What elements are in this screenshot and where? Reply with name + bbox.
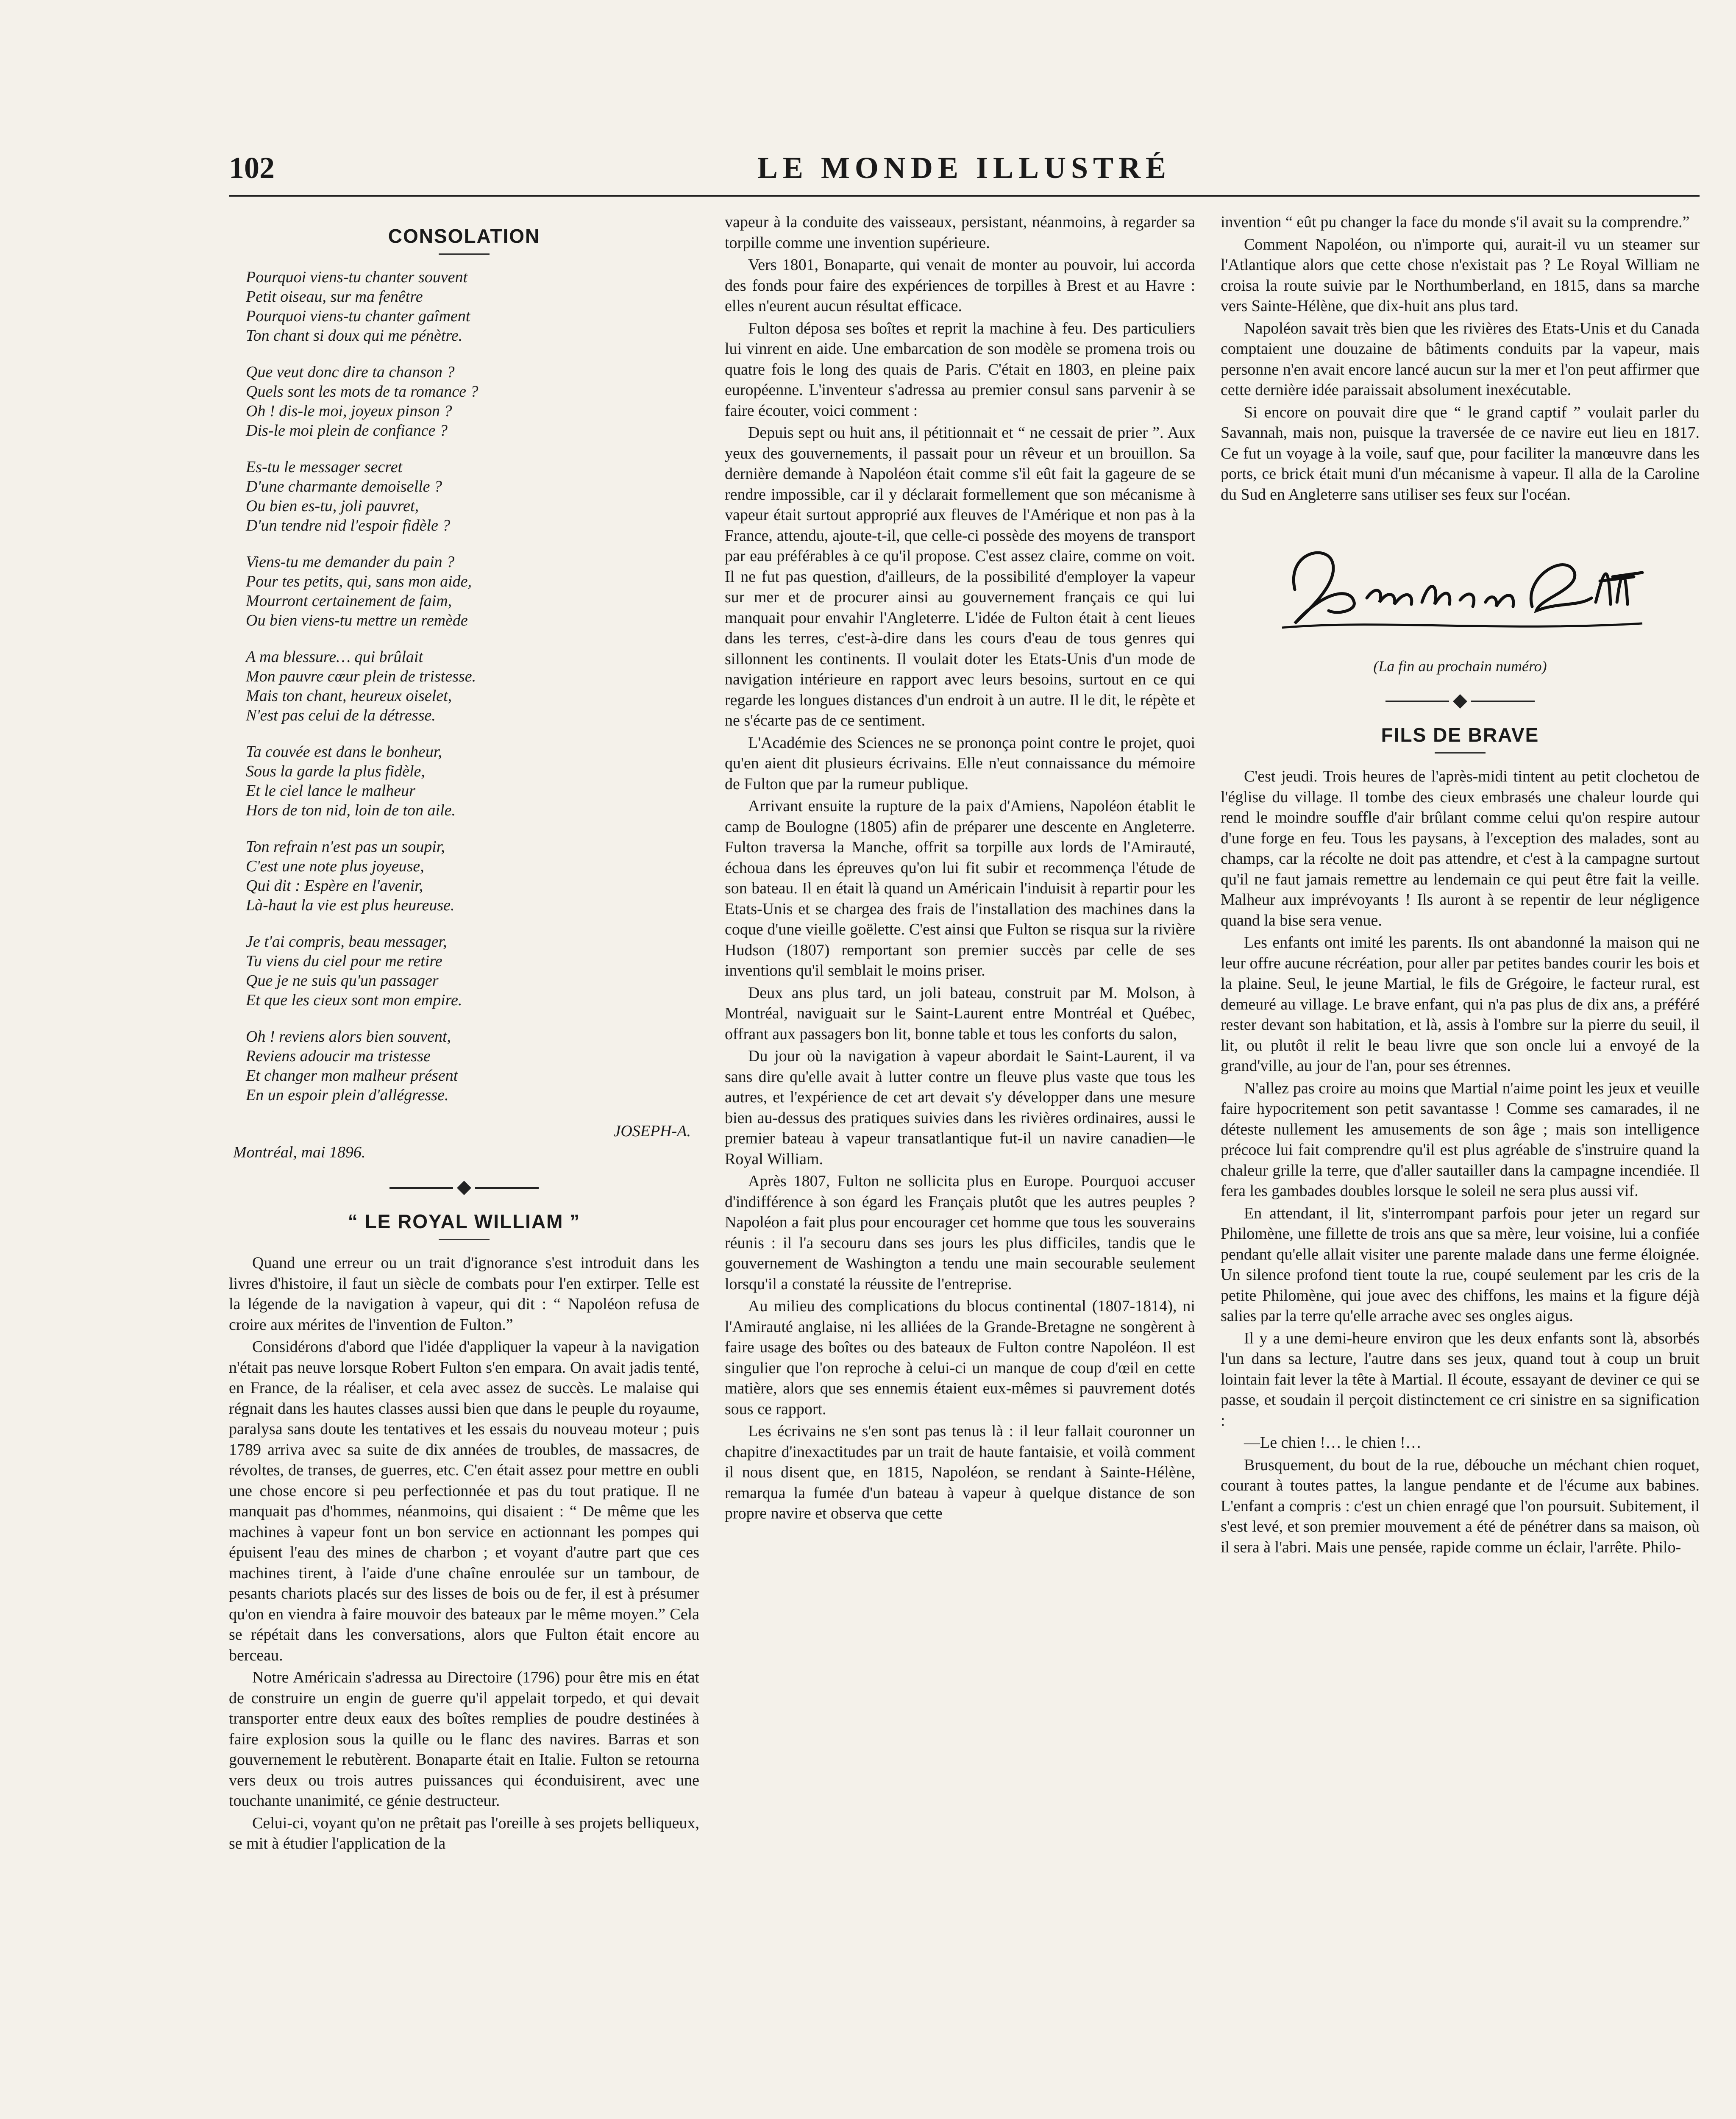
- poem-line: Petit oiseau, sur ma fenêtre: [246, 288, 423, 306]
- story-body: [1221, 766, 1700, 1557]
- poem-title: CONSOLATION: [388, 225, 540, 247]
- poem-line: Je t'ai compris, beau messager,: [246, 933, 447, 951]
- poem-stanza: [246, 552, 699, 630]
- poem-line: Et changer mon malheur présent: [246, 1067, 458, 1085]
- paragraph: —Le chien !… le chien !…: [1244, 1434, 1422, 1452]
- paragraph: Notre Américain s'adressa au Directoire (1796) pour être mis en état de construire un engin de guerre qu'il appelait torpedo, et qui devait transporter entre deux eaux des boîtes remplies de poudre destinées à faire explosion sous la quille ou le flanc des navires. Barras et son gouvernement le rebutèrent. Bonaparte était en Italie. Fulton se retourna vers deux ou trois autres puissances qui éconduisirent, avec une touchante unanimité, ce génie destructeur.: [229, 1669, 699, 1810]
- poem-line: Ton chant si doux qui me pénètre.: [246, 327, 463, 345]
- poem-stanza: [246, 457, 699, 535]
- poem-line: N'est pas celui de la détresse.: [246, 706, 436, 724]
- poem-line: Es-tu le messager secret: [246, 458, 402, 476]
- paragraph: Arrivant ensuite la rupture de la paix d'Amiens, Napoléon établit le camp de Boulogne (1805) afin de préparer une descente en Angleterre. Fulton traversa la Manche, offrit sa torpille aux lords de l'Amirauté, échoua dans les épreuves qu'on lui fit subir et recommença l'étude de son bateau. Il en était là quand un Américain l'induisit à repartir pour les Etats-Unis et se chargea des frais de l'installation des machines dans la coque d'une vieille goëlette. C'est ainsi que Fulton se risqua sur la rivière Hudson (1807) remportant son premier succès par celle de ses inventions qu'il semblait le moins priser.: [725, 797, 1195, 979]
- section-ornament: [1221, 696, 1700, 706]
- poem-line: Quels sont les mots de ta romance ?: [246, 383, 479, 400]
- poem-line: Et le ciel lance le malheur: [246, 782, 415, 800]
- paragraph: Fulton déposa ses boîtes et reprit la machine à feu. Des particuliers lui vinrent en aide. Une embarcation de son modèle se promena trois ou quatre fois le long des quais de Paris. C'était en 1803, en pleine paix européenne. L'inventeur s'adressa au premier consul sans parvenir à se faire écouter, voici comment :: [725, 319, 1195, 420]
- title-rule: [439, 253, 490, 255]
- poem-line: Pourquoi viens-tu chanter souvent: [246, 268, 468, 286]
- poem-line: Là-haut la vie est plus heureuse.: [246, 896, 455, 914]
- title-rule: [439, 1239, 490, 1240]
- poem-signature: JOSEPH-A.: [613, 1122, 691, 1140]
- poem-line: Ou bien es-tu, joli pauvret,: [246, 497, 419, 515]
- article-body-end: [1221, 212, 1700, 505]
- poem-stanza: [246, 267, 699, 345]
- column-1: [229, 212, 699, 2119]
- poem-line: Et que les cieux sont mon empire.: [246, 991, 462, 1009]
- poem-line: Mourront certainement de faim,: [246, 592, 452, 610]
- column-3: [1221, 212, 1700, 2119]
- page-number: 102: [229, 151, 275, 185]
- poem-stanza: [246, 362, 699, 440]
- section-ornament: [229, 1183, 699, 1193]
- paragraph: vapeur à la conduite des vaisseaux, persistant, néanmoins, à regarder sa torpille comme une invention supérieure.: [725, 213, 1195, 252]
- poem-line: Ton refrain n'est pas un soupir,: [246, 838, 445, 856]
- page-header: [229, 150, 1700, 189]
- title-rule: [1435, 752, 1486, 754]
- header-rule: [229, 195, 1700, 197]
- poem-line: Hors de ton nid, loin de ton aile.: [246, 801, 456, 819]
- paragraph: Il y a une demi-heure environ que les deux enfants sont là, absorbés l'un dans sa lecture, l'autre dans ses jeux, quand tout à coup un bruit lointain fait lever la tête à Martial. Il écoute, essayant de deviner ce qui se passe, et soudain il perçoit distinctement ce cri sinistre en sa signification :: [1221, 1329, 1700, 1429]
- article-body-continued: [725, 212, 1195, 1524]
- paragraph: Les écrivains ne s'en sont pas tenus là : il leur fallait couronner un chapitre d'inexactitudes par un trait de haute fantaisie, et voilà comment il nous disent que, en 1815, Napoléon, se rendant à Sainte-Hélène, remarqua la fumée d'un bateau à vapeur à quelque distance de son propre navire et observa que cette: [725, 1422, 1195, 1522]
- article-title: “ LE ROYAL WILLIAM ”: [348, 1210, 581, 1232]
- poem-stanza: [246, 742, 699, 820]
- paragraph: Après 1807, Fulton ne sollicita plus en Europe. Pourquoi accuser d'indifférence à son égard les Français plutôt que les autres peuples ? Napoléon a fait plus pour encourager cet homme que tous les souverains réunis : il l'a secouru dans ses jours les plus difficiles, tandis que le gouvernement de Washington a tendu une main secourable seulement lorsqu'il a constaté la réussite de l'entreprise.: [725, 1172, 1195, 1293]
- poem-line: Tu viens du ciel pour me retire: [246, 952, 442, 970]
- column-2: [725, 212, 1195, 2119]
- paragraph: Vers 1801, Bonaparte, qui venait de monter au pouvoir, lui accorda des fonds pour faire des expériences de torpilles à Brest et au Havre : elles n'eurent aucun résultat efficace.: [725, 256, 1195, 315]
- publication-title: LE MONDE ILLUSTRÉ: [757, 151, 1171, 185]
- poem-line: Mais ton chant, heureux oiselet,: [246, 687, 452, 705]
- poem-stanza: [246, 932, 699, 1010]
- paragraph: Napoléon savait très bien que les rivières des Etats-Unis et du Canada comptaient une douzaine de bâtiments conduits par la vapeur, mais personne n'en avait encore lancé aucun sur la mer et l'on peut affirmer que cette dernière idée paraissait absolument inexécutable.: [1221, 319, 1700, 399]
- paragraph: C'est jeudi. Trois heures de l'après-midi tintent au petit clochetou de l'église du village. Il tombe des cieux embrasés une chaleur lourde qui rend le moindre souffle d'air brûlant comme celui qu'on respire autour d'une forge en feu. Tous les paysans, à l'exception des malades, sont au champs, car la récolte ne doit pas attendre, et c'est à la campagne surtout qu'il ne faut jamais remettre au lendemain ce qui peut être fait la veille. Malheur aux imprévoyants ! Ils auront à se repentir de leur négligence quand la bise sera venue.: [1221, 768, 1700, 929]
- handwritten-signature-icon: [1269, 526, 1651, 645]
- poem-line: Pour tes petits, qui, sans mon aide,: [246, 573, 472, 590]
- poem-line: En un espoir plein d'allégresse.: [246, 1086, 449, 1104]
- poem-line: Pourquoi viens-tu chanter gaîment: [246, 307, 470, 325]
- paragraph: Depuis sept ou huit ans, il pétitionnait et “ ne cessait de prier ”. Aux yeux des gouvernements, il passait pour un rêveur et un brouillon. Sa dernière demande à Napoléon était comme s'il eût fait la gageure de se rendre impossible, car il y déclarait formellement que son mécanisme à vapeur était surtout approprié aux fleuves de l'Amérique et non pas à la France, attendu, ajoute-t-il, que celle-ci possède des moyens de transport par eau préférables à ce qu'il propose. C'est assez claire, comme on voit. Il ne fut pas question, d'ailleurs, de la possibilité d'employer la vapeur sur mer et de procurer ainsi au gouvernement français ce qui lui manquait pour envahir l'Angleterre. L'idée de Fulton était à cent lieues dans les terres, c'est-à-dire dans les cours d'eau de tous genres qui sillonnent les continents. Il voulait doter les Etats-Unis d'un mode de navigation intérieure en rapport avec leurs besoins, surtout en ce qui regarde les longues distances d'un endroit à un autre. Il le dit, le répète et ne s'écarte pas de ce sentiment.: [725, 424, 1195, 729]
- paragraph: Brusquement, du bout de la rue, débouche un méchant chien roquet, courant à toutes pattes, la langue pendante et de l'écume aux babines. L'enfant a compris : c'est un chien enragé que l'on poursuit. Subitement, il s'est levé, et son premier mouvement a été de pénétrer dans sa maison, où il sera à l'abri. Mais une pensée, rapide comme un éclair, l'arrête. Philo-: [1221, 1456, 1700, 1556]
- poem-line: Qui dit : Espère en l'avenir,: [246, 877, 423, 895]
- paragraph: Les enfants ont imité les parents. Ils ont abandonné la maison qui ne leur offre aucune récréation, pour aller par petites bandes courir les bois et la plaine. Seul, le jeune Martial, le fils de Grégoire, le facteur rural, est demeuré au village. Le brave enfant, qui n'a pas plus de dix ans, a préféré rester devant son habitation, et là, assis à l'ombre sur la pierre du seuil, il lit, ou plutôt il relit le beau livre que son oncle lui a envoyé de la grand'ville, au jour de l'an, pour ses étrennes.: [1221, 934, 1700, 1075]
- paragraph: Si encore on pouvait dire que “ le grand captif ” voulait parler du Savannah, mais non, puisque la traversée de ce navire eut lieu en 1817. Ce fut un voyage à la voile, sauf que, pour faciliter la manœuvre dans les ports, ce brick était muni d'un mécanisme à vapeur. Il alla de la Caroline du Sud en Angleterre sans utiliser ses feux sur l'océan.: [1221, 403, 1700, 503]
- author-signature-image: [1221, 522, 1700, 649]
- poem-line: Reviens adoucir ma tristesse: [246, 1047, 431, 1065]
- poem-line: Que veut donc dire ta chanson ?: [246, 363, 455, 381]
- poem-line: Oh ! reviens alors bien souvent,: [246, 1028, 451, 1046]
- paragraph: N'allez pas croire au moins que Martial n'aime point les jeux et veuille faire hypocritement son petit savantasse ! Comme ses camarades, il ne déteste nullement les amusements de son âge ; mais son intelligence précoce lui fait comprendre qu'il est plus agréable de s'instruire quand la chaleur grille la terre, que d'aller sautailler dans la campagne incendiée. Il fera les gambades doubles lorsque le soleil ne sera plus aussi vif.: [1221, 1079, 1700, 1200]
- poem-line: Viens-tu me demander du pain ?: [246, 553, 455, 571]
- poem-stanza: [246, 647, 699, 725]
- poem-line: Dis-le moi plein de confiance ?: [246, 422, 448, 439]
- paragraph: Quand une erreur ou un trait d'ignorance s'est introduit dans les livres d'histoire, il faut un siècle de combats pour l'en extirper. Telle est la légende de la navigation à vapeur, qui dit : “ Napoléon refusa de croire aux mérites de l'invention de Fulton.”: [229, 1254, 699, 1334]
- poem-line: Mon pauvre cœur plein de tristesse.: [246, 667, 476, 685]
- paragraph: Deux ans plus tard, un joli bateau, construit par M. Molson, à Montréal, naviguait sur le Saint-Laurent entre Montréal et Québec, offrant aux passagers bon lit, bonne table et tous les conforts du salon,: [725, 984, 1195, 1043]
- paragraph: Du jour où la navigation à vapeur abordait le Saint-Laurent, il va sans dire qu'elle avait à lutter contre un fleuve plus vaste que tous les autres, et l'expérience de cet art devait s'y développer dans une mesure bien au-dessus des pratiques suivies dans les rivières ordinaires, aussi le premier bateau à vapeur transatlantique fut-il un navire canadien—le Royal William.: [725, 1047, 1195, 1168]
- paragraph: Au milieu des complications du blocus continental (1807-1814), ni l'Amirauté anglaise, ni les alliées de la Grande-Bretagne ne songèrent à faire usage des boîtes ou des bateaux de Fulton contre Napoléon. Il est singulier que l'on reproche à celui-ci un manque de coup d'œil en cette matière, alors que ses ennemis étaient eux-mêmes si pauvrement dotés sous ce rapport.: [725, 1297, 1195, 1418]
- poem-line: Que je ne suis qu'un passager: [246, 972, 439, 990]
- paragraph: L'Académie des Sciences ne se prononça point contre le projet, quoi qu'en aient dit plusieurs écrivains. Elle n'eut connaissance du mémoire de Fulton que par la rumeur publique.: [725, 734, 1195, 793]
- paragraph: invention “ eût pu changer la face du monde s'il avait su la comprendre.”: [1221, 213, 1690, 231]
- poem: [229, 267, 699, 1105]
- paragraph: Comment Napoléon, ou n'importe qui, aurait-il vu un steamer sur l'Atlantique alors que cette chose n'existait pas ? Le Royal William ne croisa la route suivie par le Northumberland, en 1815, dans sa marche vers Sainte-Hélène, que dix-huit ans plus tard.: [1221, 235, 1700, 315]
- poem-stanza: [246, 837, 699, 915]
- poem-stanza: [246, 1027, 699, 1105]
- poem-line: A ma blessure… qui brûlait: [246, 648, 423, 666]
- poem-line: C'est une note plus joyeuse,: [246, 857, 424, 875]
- continuation-note: (La fin au prochain numéro): [1373, 658, 1547, 675]
- poem-place-date: Montréal, mai 1896.: [233, 1143, 366, 1161]
- story-title: FILS DE BRAVE: [1381, 724, 1539, 746]
- paragraph: En attendant, il lit, s'interrompant parfois pour jeter un regard sur Philomène, une fillette de trois ans que sa mère, leur voisine, lui a confiée pendant qu'elle allait visiter une parente malade dans une ferme éloignée. Un silence profond tient toute la rue, coupé seulement par les cris de la petite Philomène, qui joue avec des chiffons, les mains et la figure déjà salies par la terre qu'elle arrache avec ses ongles aigus.: [1221, 1204, 1700, 1325]
- paragraph: Celui-ci, voyant qu'on ne prêtait pas l'oreille à ses projets belliqueux, se mit à étudier l'application de la: [229, 1814, 699, 1852]
- poem-line: Oh ! dis-le moi, joyeux pinson ?: [246, 402, 452, 420]
- article-body: [229, 1253, 699, 1854]
- paragraph: Considérons d'abord que l'idée d'appliquer la vapeur à la navigation n'était pas neuve lorsque Robert Fulton s'en empara. On avait jadis tenté, en France, de la réaliser, et cela avec assez de succès. Le malaise qui régnait dans les hautes classes aussi bien que dans le peuple du royaume, paralysa sans doute les tentatives et les essais du nouveau moteur ; puis 1789 arriva avec sa suite de dix années de troubles, de massacres, de révoltes, de transes, de guerres, etc. C'en était assez pour mettre en oubli une chose encore si peu perfectionnée et pas du tout pratique. Il ne manquait pas d'hommes, néanmoins, qui disaient : “ De même que les machines à vapeur font un bon service en actionnant les pompes qui épuisent l'eau des mines de charbon ; et voyant d'autre part que ces machines tirent, à l'aide d'une chaîne enroulée sur un tambour, de pesants chariots placés sur des lisses de bois ou de fer, il est à présumer qu'on en viendra à faire mouvoir des bateaux par le même moyen.” Cela se répétait dans les conversations, alors que Fulton était encore au berceau.: [229, 1338, 699, 1664]
- poem-line: Ta couvée est dans le bonheur,: [246, 743, 442, 761]
- poem-line: D'un tendre nid l'espoir fidèle ?: [246, 517, 451, 534]
- poem-line: Ou bien viens-tu mettre un remède: [246, 612, 468, 629]
- poem-line: Sous la garde la plus fidèle,: [246, 762, 425, 780]
- poem-line: D'une charmante demoiselle ?: [246, 478, 442, 495]
